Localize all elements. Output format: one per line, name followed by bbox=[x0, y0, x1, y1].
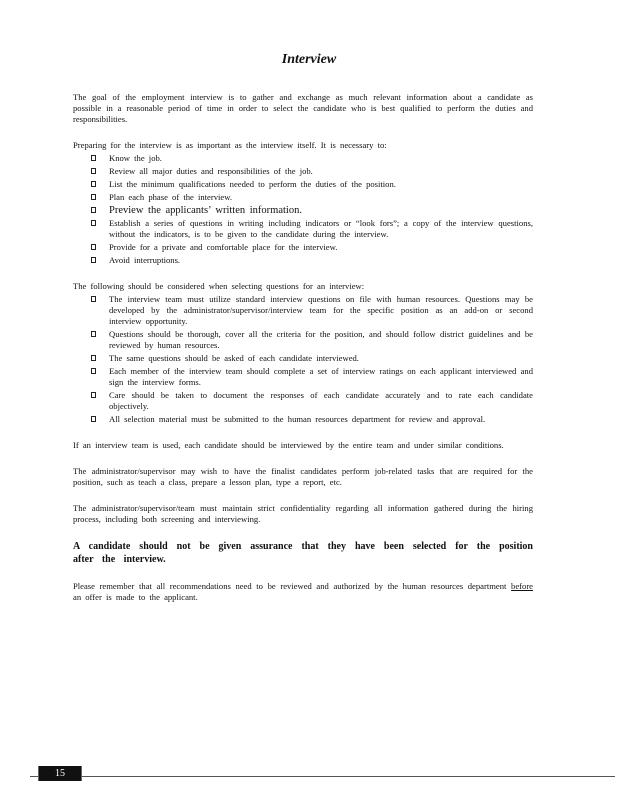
assurance-notice: A candidate should not be given assurance that they have been selected for the position after the interview. bbox=[73, 541, 533, 565]
list-item: Know the job. bbox=[109, 153, 533, 164]
list-item: Care should be taken to document the responses of each candidate accurately and to rate each candidate objectively. bbox=[109, 390, 533, 412]
list-item: Each member of the interview team should complete a set of interview ratings on each applicant interviewed and sign the interview forms. bbox=[109, 366, 533, 388]
selecting-lead: The following should be considered when selecting questions for an interview: bbox=[73, 281, 365, 291]
interview-team-paragraph: If an interview team is used, each candidate should be interviewed by the entire team and under similar conditions. bbox=[73, 440, 504, 450]
checkbox-bullet-icon bbox=[91, 416, 96, 422]
list-item: Preview the applicants’ written information. bbox=[109, 205, 533, 216]
checkbox-bullet-icon bbox=[91, 296, 96, 302]
closing-paragraph: Please remember that all recommendations need to be reviewed and authorized by the human resources department before an offer is made to the applicant. bbox=[73, 581, 533, 602]
list-item: The same questions should be asked of each candidate interviewed. bbox=[109, 353, 533, 364]
list-item: Review all major duties and responsibilities of the job. bbox=[109, 166, 533, 177]
checkbox-bullet-icon bbox=[91, 155, 96, 161]
page-number: 15 bbox=[38, 766, 82, 781]
preparing-lead: Preparing for the interview is as important as the interview itself. It is necessary to: bbox=[73, 140, 387, 150]
footer-divider bbox=[30, 776, 615, 777]
checkbox-bullet-icon bbox=[91, 355, 96, 361]
checkbox-bullet-icon bbox=[91, 392, 96, 398]
document-body bbox=[73, 92, 533, 618]
checkbox-bullet-icon bbox=[91, 181, 96, 187]
checkbox-bullet-icon bbox=[91, 244, 96, 250]
checkbox-bullet-icon bbox=[91, 220, 96, 226]
emphasis-before: before bbox=[511, 581, 533, 591]
selecting-list bbox=[73, 294, 533, 425]
list-item: The interview team must utilize standard interview questions on file with human resources. Questions may be developed by the administrator/supervisor/interview team for the specific position as an add-on or second interview opportunity. bbox=[109, 294, 533, 327]
list-item: Avoid interruptions. bbox=[109, 255, 533, 266]
job-tasks-paragraph: The administrator/supervisor may wish to have the finalist candidates perform job-related tasks that are required for the position, such as teach a class, prepare a lesson plan, type a report, etc. bbox=[73, 466, 533, 487]
checkbox-bullet-icon bbox=[91, 331, 96, 337]
list-item: All selection material must be submitted to the human resources department for review and approval. bbox=[109, 414, 533, 425]
checkbox-bullet-icon bbox=[91, 257, 96, 263]
list-item: Questions should be thorough, cover all the criteria for the position, and should follow district guidelines and be reviewed by human resources. bbox=[109, 329, 533, 351]
preparing-list bbox=[73, 153, 533, 266]
intro-paragraph: The goal of the employment interview is to gather and exchange as much relevant information about a candidate as possible in a reasonable period of time in order to select the candidate who is best qualified to perform the duties and responsibilities. bbox=[73, 92, 533, 124]
checkbox-bullet-icon bbox=[91, 168, 96, 174]
checkbox-bullet-icon bbox=[91, 368, 96, 374]
list-item: Establish a series of questions in writing including indicators or “look fors”; a copy of the interview questions, without the indicators, is to be given to the candidate during the interview. bbox=[109, 218, 533, 240]
list-item: Provide for a private and comfortable place for the interview. bbox=[109, 242, 533, 253]
page-title: Interview bbox=[281, 52, 337, 67]
list-item: List the minimum qualifications needed to perform the duties of the position. bbox=[109, 179, 533, 190]
checkbox-bullet-icon bbox=[91, 207, 96, 213]
checkbox-bullet-icon bbox=[91, 194, 96, 200]
confidentiality-paragraph: The administrator/supervisor/team must maintain strict confidentiality regarding all information gathered during the hiring process, including both screening and interviewing. bbox=[73, 503, 533, 524]
list-item: Plan each phase of the interview. bbox=[109, 192, 533, 203]
